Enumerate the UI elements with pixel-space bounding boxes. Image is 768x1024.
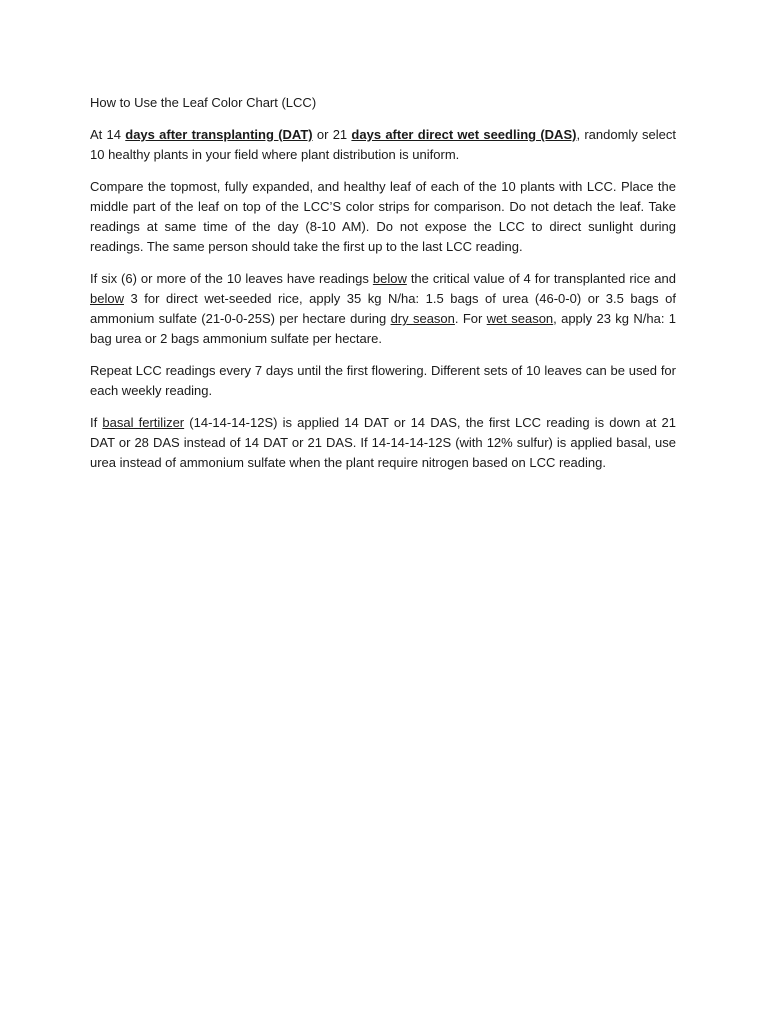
term-wet-season: wet season [486,311,554,326]
text-run: (14-14-14-12S) is applied 14 DAT or 14 DAS, the first LCC reading is down at 21 DAT or 28 DAS instead of 14 DAT or 21 DAS. If 14-14-14-12S (with 12% sulfur) is applied basal, use urea instead of ammonium sulfate when the plant require nitrogen based on LCC reading. [90,415,676,470]
term-below: below [372,271,407,286]
paragraph-sampling [90,125,676,165]
text-run: , randomly select 10 healthy plants in your field where plant distribution is uniform. [90,127,677,162]
term-dat: days after transplanting (DAT) [125,127,313,142]
paragraph-repeat: Repeat LCC readings every 7 days until the first flowering. Different sets of 10 leaves can be used for each weekly reading. [90,363,676,398]
document-title: How to Use the Leaf Color Chart (LCC) [90,95,317,110]
paragraph-basal [90,413,676,473]
text-run: If six (6) or more of the 10 leaves have readings [90,271,373,286]
term-below: below [90,291,124,306]
text-run: 3 for direct wet-seeded rice, apply 35 kg N/ha: 1.5 bags of urea (46-0-0) or 3.5 bags of ammonium sulfate (21-0-0-25S) per hectare during [90,291,676,326]
paragraph-compare: Compare the topmost, fully expanded, and healthy leaf of each of the 10 plants with LCC. Place the middle part of the leaf on top of the LCC’S color strips for comparison. Do not detach the leaf. Take readings at same time of the day (8-10 AM). Do not expose the LCC to direct sunlight during readings. The same person should take the first up to the last LCC reading. [90,179,676,254]
term-das: days after direct wet seedling (DAS) [351,127,577,142]
text-run: , apply 23 kg N/ha: 1 bag urea or 2 bags ammonium sulfate per hectare. [90,311,676,346]
text-run: At 14 [90,127,126,142]
text-run: If [90,415,103,430]
paragraph-application [90,269,676,349]
document-page [90,93,676,485]
text-run: . For [454,311,487,326]
term-basal-fertilizer: basal fertilizer [102,415,185,430]
text-run: or 21 [312,127,352,142]
text-run: the critical value of 4 for transplanted rice and [406,271,676,286]
term-dry-season: dry season [390,311,455,326]
